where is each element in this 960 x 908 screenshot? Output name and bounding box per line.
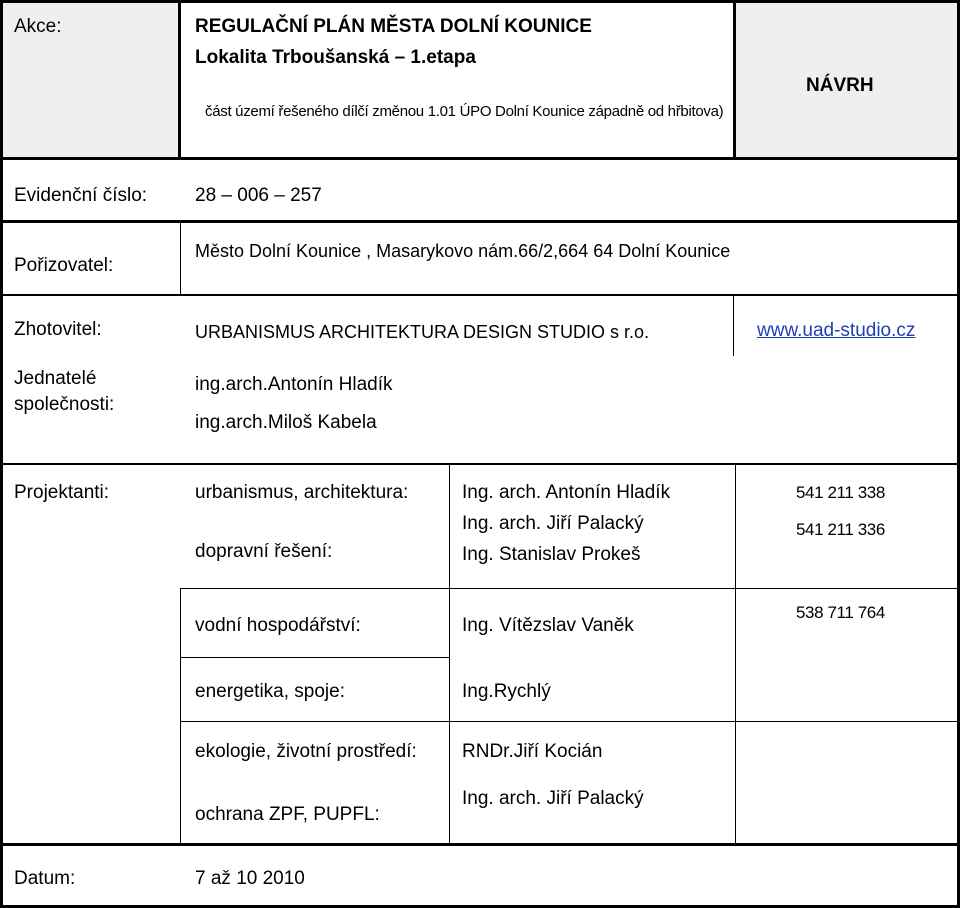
divider-proj-col-c <box>735 465 736 845</box>
porizovatel-label: Pořizovatel: <box>14 255 114 276</box>
projektant-name: Ing. Vítězslav Vaněk <box>462 615 634 636</box>
divider-proj-col-a <box>180 588 181 844</box>
projektant-name: Ing. arch. Jiří Palacký <box>462 513 644 534</box>
divider-header-col1 <box>178 0 181 159</box>
field-ekologie: ekologie, životní prostředí: <box>195 741 417 762</box>
projektant-name: Ing. arch. Antonín Hladík <box>462 482 671 503</box>
jednatel-name: ing.arch.Miloš Kabela <box>195 412 377 433</box>
field-zpf: ochrana ZPF, PUPFL: <box>195 804 380 825</box>
field-doprava: dopravní řešení: <box>195 541 333 562</box>
projektant-name: RNDr.Jiří Kocián <box>462 741 603 762</box>
datum-value: 7 až 10 2010 <box>195 868 305 889</box>
divider-proj-row2 <box>180 657 449 658</box>
akce-label: Akce: <box>14 16 62 37</box>
field-urbanismus: urbanismus, architektura: <box>195 482 409 503</box>
divider-header-bottom <box>0 157 960 160</box>
outer-border-left <box>0 0 3 908</box>
phone-number: 541 211 336 <box>796 520 885 539</box>
evidencni-label: Evidenční číslo: <box>14 185 148 206</box>
zhotovitel-value: URBANISMUS ARCHITEKTURA DESIGN STUDIO s r.o. <box>195 322 650 342</box>
jednatele-label-line1: Jednatelé <box>14 368 97 389</box>
divider-web-col <box>733 296 734 356</box>
field-energetika: energetika, spoje: <box>195 681 345 702</box>
projektanti-label: Projektanti: <box>14 482 110 503</box>
jednatel-name: ing.arch.Antonín Hladík <box>195 374 393 395</box>
datum-label: Datum: <box>14 868 76 889</box>
zhotovitel-label: Zhotovitel: <box>14 319 102 340</box>
divider-jednatele-bottom <box>0 463 960 465</box>
porizovatel-value: Město Dolní Kounice , Masarykovo nám.66/2,664 64 Dolní Kounice <box>195 241 731 261</box>
projektant-name: Ing.Rychlý <box>462 681 551 702</box>
divider-porizovatel-col <box>180 223 181 295</box>
website-link[interactable]: www.uad-studio.cz <box>757 320 916 341</box>
field-vodni: vodní hospodářství: <box>195 615 361 636</box>
plan-title: REGULAČNÍ PLÁN MĚSTA DOLNÍ KOUNICE <box>195 16 592 37</box>
divider-header-col2 <box>733 0 736 159</box>
jednatele-label-line2: společnosti: <box>14 394 115 415</box>
plan-subtitle: část území řešeného dílčí změnou 1.01 ÚPO Dolní Kounice západně od hřbitova) <box>205 103 724 120</box>
phone-number: 538 711 764 <box>796 603 885 622</box>
projektant-name: Ing. arch. Jiří Palacký <box>462 788 644 809</box>
evidencni-value: 28 – 006 – 257 <box>195 185 322 206</box>
divider-proj-col-b <box>449 465 450 845</box>
outer-border-top <box>0 0 960 3</box>
projektant-name: Ing. Stanislav Prokeš <box>462 544 641 565</box>
divider-evidencni-bottom <box>0 220 960 223</box>
phone-number: 541 211 338 <box>796 483 885 502</box>
plan-locality: Lokalita Trboušanská – 1.etapa <box>195 47 476 68</box>
divider-porizovatel-bottom <box>0 294 960 296</box>
divider-proj-row1 <box>180 588 960 589</box>
divider-proj-row3 <box>180 721 960 722</box>
status-badge: NÁVRH <box>806 75 874 96</box>
divider-datum-top <box>0 843 960 846</box>
